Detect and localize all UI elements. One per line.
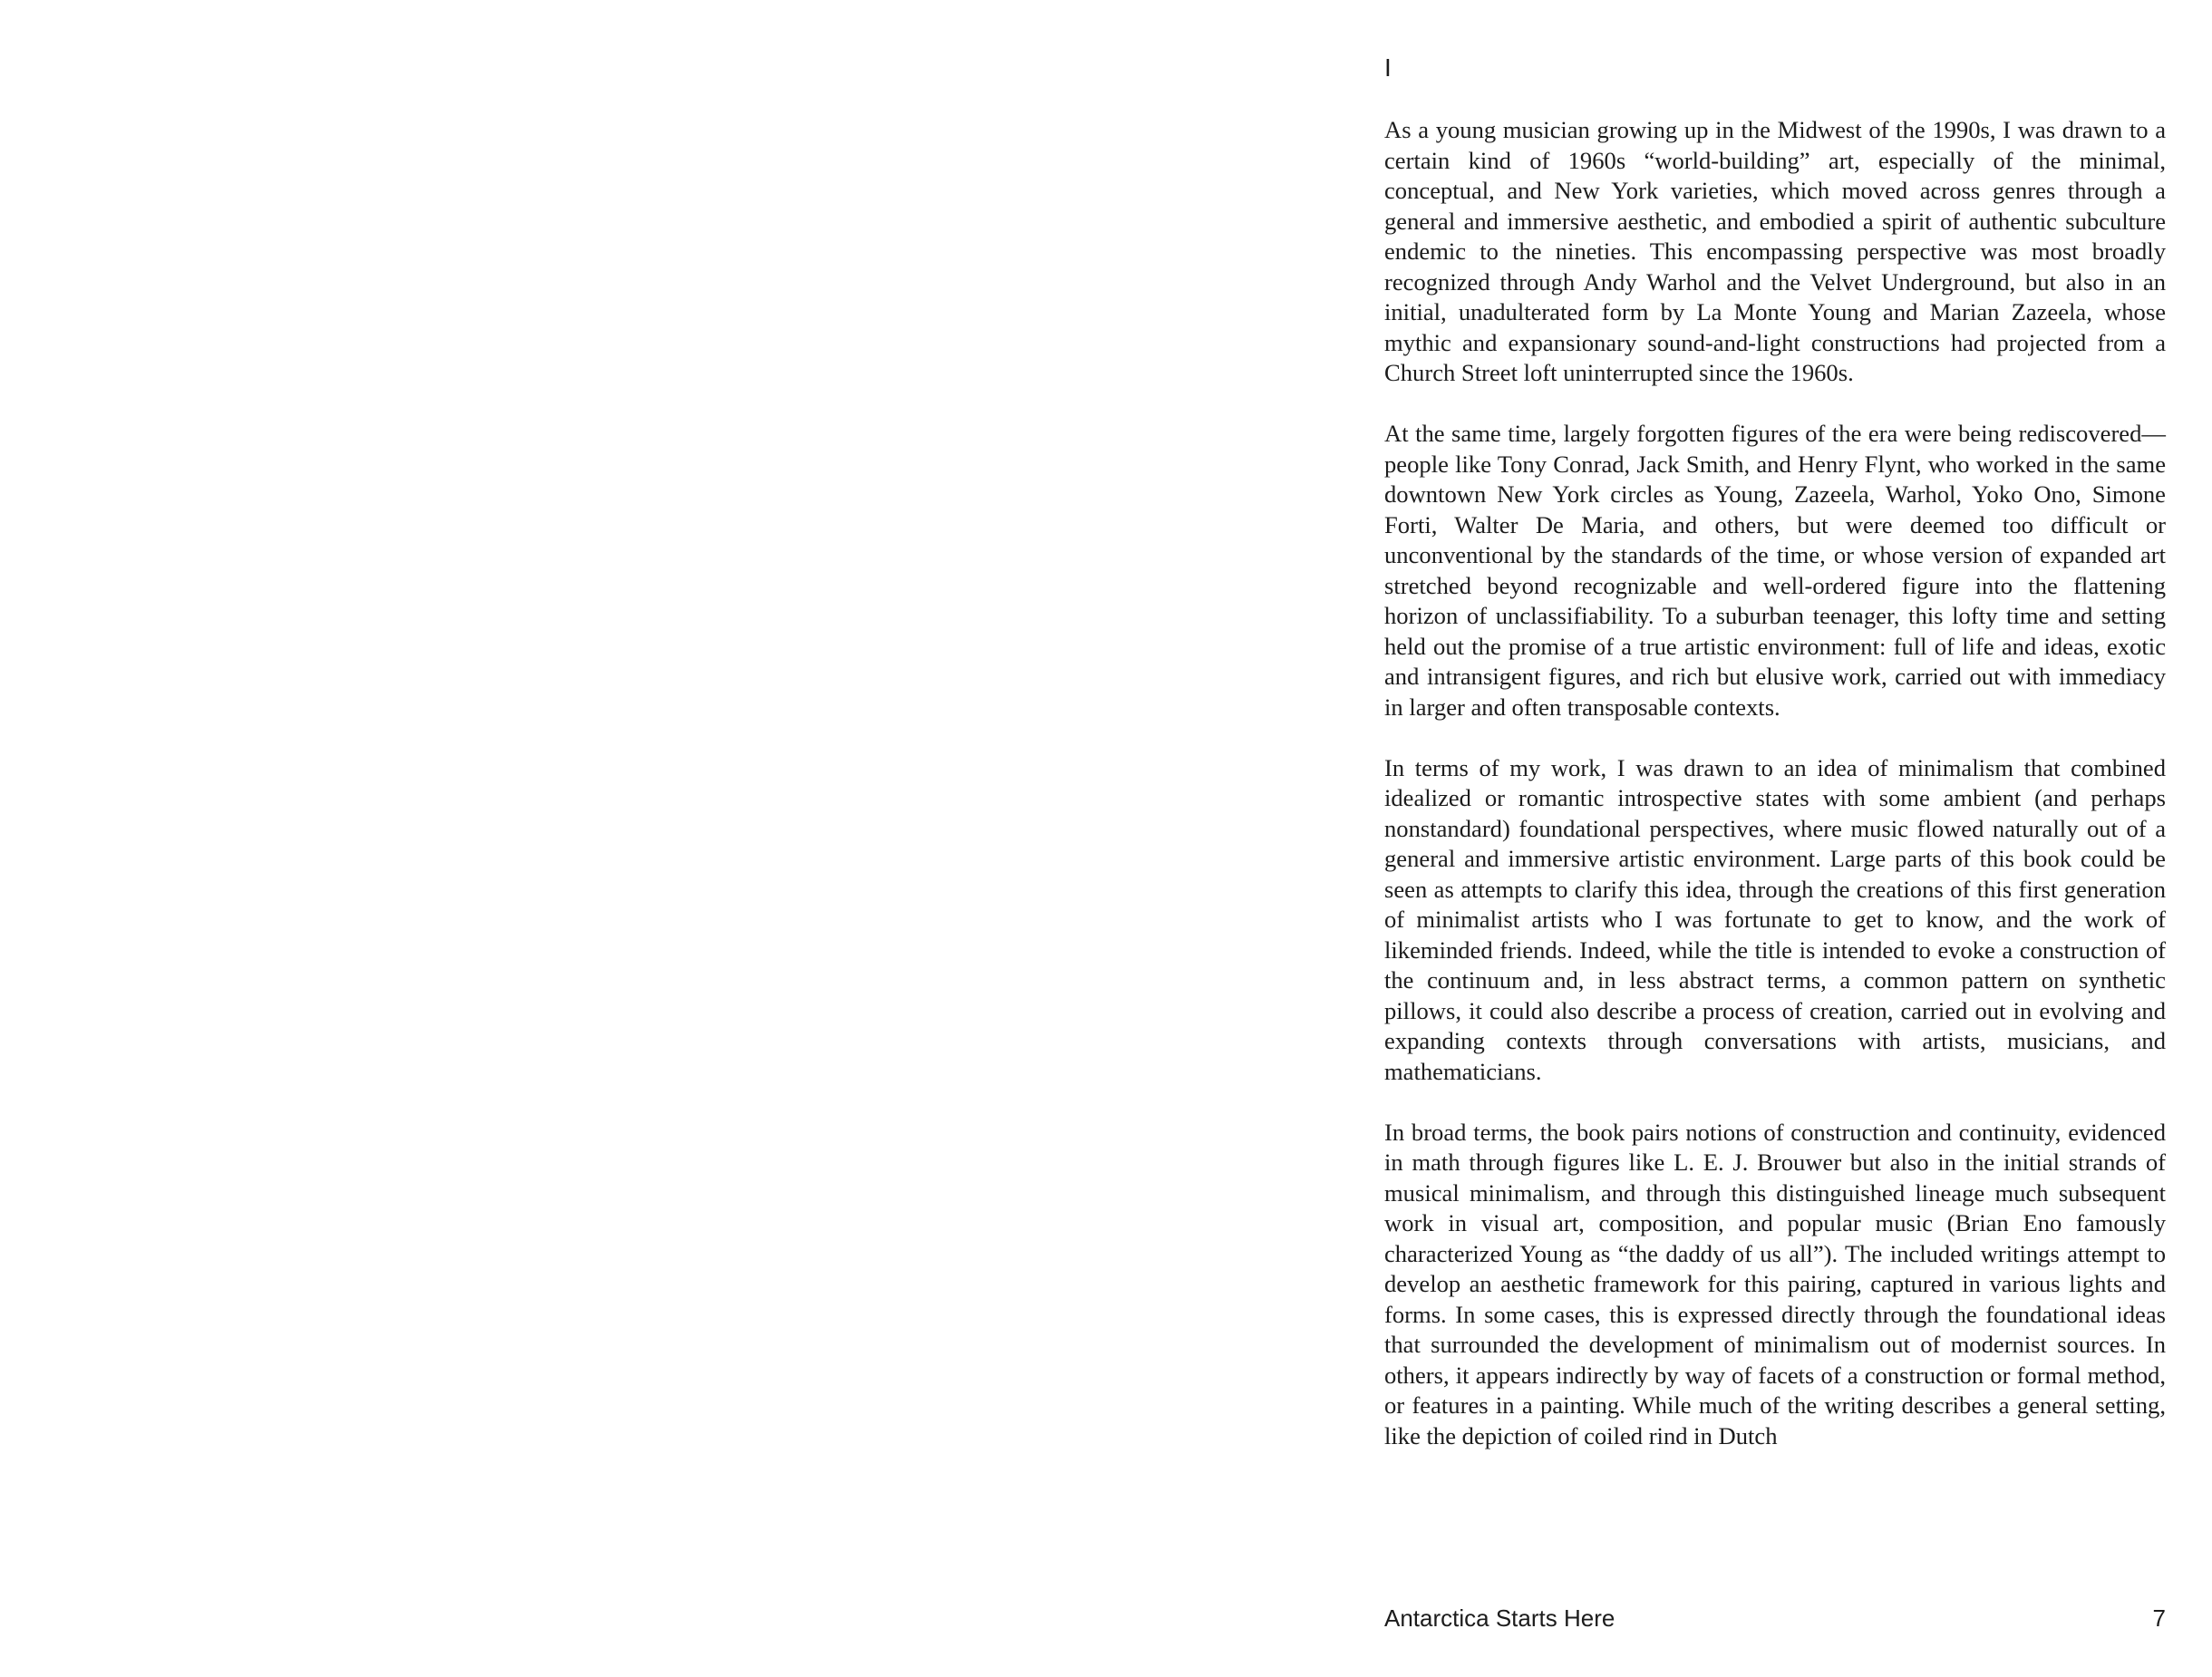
section-numeral: I: [1384, 53, 1392, 82]
page-number: 7: [2152, 1604, 2166, 1632]
paragraph: As a young musician growing up in the Midwest of the 1990s, I was drawn to a certain kind of 1960s “world-building” art, especially of the minimal, conceptual, and New York varieties, which moved across genres through a general and immersive aesthetic, and embodied a spirit of authentic subculture endemic to the nineties. This encompassing perspective was most broadly recognized through Andy Warhol and the Velvet Underground, but also in an initial, unadulterated form by La Monte Young and Marian Zazeela, whose mythic and expansionary sound-and-light constructions had projected from a Church Street loft uninterrupted since the 1960s.: [1384, 116, 2166, 386]
paragraph: In broad terms, the book pairs notions of construction and continuity, evidenced in math through figures like L. E. J. Brouwer but also in the initial strands of musical minimalism, and through this distinguished lineage much subsequent work in visual art, composition, and popular music (Brian Eno famously characterized Young as “the daddy of us all”). The included writings attempt to develop an aesthetic framework for this pairing, captured in various lights and forms. In some cases, this is expressed directly through the foundational ideas that surrounded the development of minimalism out of modernist sources. In others, it appears indirectly by way of facets of a construction or formal method, or features in a painting. While much of the writing describes a general setting, like the depiction of coiled rind in Dutch: [1384, 1118, 2166, 1449]
footer-book-title: Antarctica Starts Here: [1384, 1604, 1615, 1632]
paragraph: In terms of my work, I was drawn to an idea of minimalism that combined idealized or romantic introspective states with some ambient (and perhaps nonstandard) foundational perspectives, where music flowed naturally out of a general and immersive artistic environment. Large parts of this book could be seen as attempts to clarify this idea, through the creations of this first generation of minimalist artists who I was fortunate to get to know, and the work of likeminded friends. Indeed, while the title is intended to evoke a construction of the continuum and, in less abstract terms, a common pattern on synthetic pillows, it could also describe a process of creation, carried out in evolving and expanding contexts through conversations with artists, musicians, and mathematicians.: [1384, 753, 2166, 1085]
body-text: [1384, 115, 2166, 1451]
paragraph: At the same time, largely forgotten figures of the era were being rediscovered—people like Tony Conrad, Jack Smith, and Henry Flynt, who worked in the same downtown New York circles as Young, Zazeela, Warhol, Yoko Ono, Simone Forti, Walter De Maria, and others, but were deemed too difficult or unconventional by the standards of the time, or whose version of expanded art stretched beyond recognizable and well-ordered figure into the flattening horizon of unclassifiability. To a suburban teenager, this lofty time and setting held out the promise of a true artistic environment: full of life and ideas, exotic and intransigent figures, and rich but elusive work, carried out with immediacy in larger and often transposable contexts.: [1384, 420, 2166, 721]
running-footer: [1384, 1602, 2166, 1634]
